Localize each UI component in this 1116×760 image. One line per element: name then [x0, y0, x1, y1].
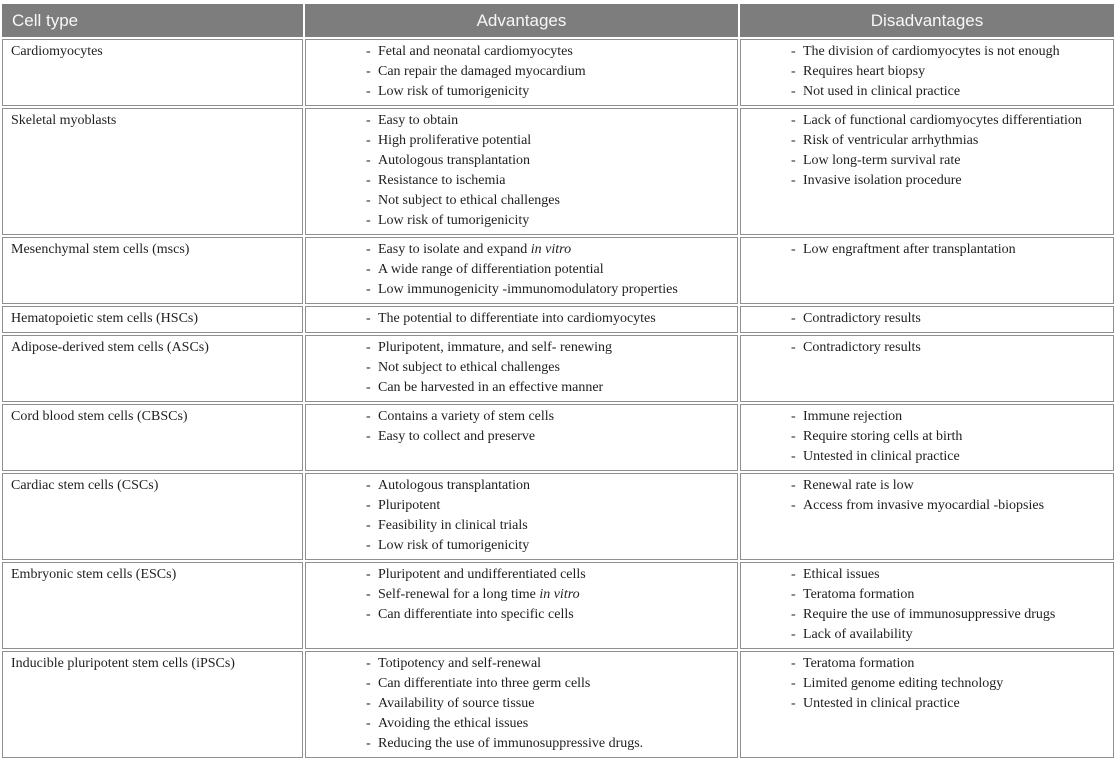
list-item	[366, 131, 731, 151]
item-text: Can repair the damaged myocardium	[378, 64, 586, 79]
item-text: Feasibility in clinical trials	[378, 518, 528, 533]
item-text: Untested in clinical practice	[803, 696, 960, 711]
list-item	[366, 111, 731, 131]
bullet-dash: -	[366, 696, 371, 711]
disadvantages-cell	[740, 404, 1114, 471]
bullet-dash: -	[366, 676, 371, 691]
table-row	[2, 562, 1114, 649]
bullet-dash: -	[366, 193, 371, 208]
item-text: Lack of functional cardiomyocytes differentiation	[803, 113, 1082, 128]
item-text: Low risk of tumorigenicity	[378, 84, 530, 99]
list-item	[791, 131, 1107, 151]
item-text: Limited genome editing technology	[803, 676, 1004, 691]
list-item	[366, 280, 731, 300]
list-item	[791, 496, 1107, 516]
bullet-dash: -	[366, 242, 371, 257]
bullet-dash: -	[791, 676, 796, 691]
list-item	[791, 694, 1107, 714]
cell-type-cell: Adipose-derived stem cells (ASCs)	[2, 335, 303, 402]
advantages-cell	[305, 562, 738, 649]
cell-type-cell: Inducible pluripotent stem cells (iPSCs)	[2, 651, 303, 758]
bullet-dash: -	[366, 518, 371, 533]
bullet-dash: -	[366, 262, 371, 277]
list-item	[366, 151, 731, 171]
cell-types-table	[0, 2, 1116, 760]
disadvantages-cell	[740, 39, 1114, 106]
cell-type-cell: Hematopoietic stem cells (HSCs)	[2, 306, 303, 333]
advantages-cell	[305, 237, 738, 304]
disadvantages-cell	[740, 306, 1114, 333]
list-item	[366, 211, 731, 231]
list-item	[791, 565, 1107, 585]
item-text: Not subject to ethical challenges	[378, 360, 560, 375]
advantages-cell	[305, 306, 738, 333]
item-text: Require the use of immunosuppressive drugs	[803, 607, 1056, 622]
list-item	[791, 82, 1107, 102]
list-item	[791, 111, 1107, 131]
list-item	[791, 407, 1107, 427]
cell-type-cell: Cardiomyocytes	[2, 39, 303, 106]
list-item	[791, 654, 1107, 674]
bullet-dash: -	[366, 44, 371, 59]
list-item	[366, 605, 731, 625]
disadvantages-cell	[740, 562, 1114, 649]
list-item	[366, 42, 731, 62]
item-text: Easy to isolate and expand in vitro	[378, 242, 572, 257]
cell-type-cell: Cord blood stem cells (CBSCs)	[2, 404, 303, 471]
bullet-dash: -	[366, 133, 371, 148]
list-item	[366, 476, 731, 496]
list-item	[366, 260, 731, 280]
bullet-dash: -	[791, 153, 796, 168]
item-text: Easy to collect and preserve	[378, 429, 536, 444]
item-text: High proliferative potential	[378, 133, 532, 148]
item-text: Can be harvested in an effective manner	[378, 380, 604, 395]
list-item	[791, 585, 1107, 605]
item-text: Immune rejection	[803, 409, 903, 424]
list-item	[366, 407, 731, 427]
item-text: The division of cardiomyocytes is not enough	[803, 44, 1060, 59]
bullet-dash: -	[366, 656, 371, 671]
item-text: Pluripotent	[378, 498, 441, 513]
item-text: The potential to differentiate into cardiomyocytes	[378, 311, 656, 326]
bullet-dash: -	[366, 498, 371, 513]
bullet-dash: -	[791, 133, 796, 148]
list-item	[791, 151, 1107, 171]
table-row	[2, 306, 1114, 333]
disadvantages-cell	[740, 335, 1114, 402]
list-item	[366, 427, 731, 447]
item-text: Easy to obtain	[378, 113, 459, 128]
item-text: Requires heart biopsy	[803, 64, 926, 79]
table-row	[2, 237, 1114, 304]
list-item	[791, 240, 1107, 260]
item-text: Ethical issues	[803, 567, 880, 582]
item-text: Avoiding the ethical issues	[378, 716, 529, 731]
item-text: Not subject to ethical challenges	[378, 193, 560, 208]
list-item	[366, 378, 731, 398]
table-row	[2, 473, 1114, 560]
bullet-dash: -	[366, 478, 371, 493]
bullet-dash: -	[366, 409, 371, 424]
disadvantages-cell	[740, 108, 1114, 235]
list-item	[791, 338, 1107, 358]
cell-type-cell: Embryonic stem cells (ESCs)	[2, 562, 303, 649]
disadvantages-cell	[740, 651, 1114, 758]
list-item	[791, 309, 1107, 329]
list-item	[366, 694, 731, 714]
bullet-dash: -	[366, 380, 371, 395]
list-item	[366, 309, 731, 329]
item-text: Low risk of tumorigenicity	[378, 538, 530, 553]
header-row	[2, 4, 1114, 37]
bullet-dash: -	[366, 607, 371, 622]
advantages-cell	[305, 473, 738, 560]
bullet-dash: -	[366, 360, 371, 375]
bullet-dash: -	[791, 44, 796, 59]
item-text: Require storing cells at birth	[803, 429, 963, 444]
bullet-dash: -	[791, 587, 796, 602]
item-text: Pluripotent and undifferentiated cells	[378, 567, 586, 582]
item-text: Can differentiate into three germ cells	[378, 676, 591, 691]
item-text: Risk of ventricular arrhythmias	[803, 133, 979, 148]
list-item	[791, 605, 1107, 625]
list-item	[366, 674, 731, 694]
bullet-dash: -	[366, 311, 371, 326]
bullet-dash: -	[791, 311, 796, 326]
bullet-dash: -	[791, 242, 796, 257]
header-cell-type: Cell type	[2, 4, 303, 37]
cell-type-cell: Mesenchymal stem cells (mscs)	[2, 237, 303, 304]
bullet-dash: -	[791, 696, 796, 711]
bullet-dash: -	[791, 627, 796, 642]
bullet-dash: -	[366, 340, 371, 355]
item-text: Self-renewal for a long time in vitro	[378, 587, 580, 602]
list-item	[791, 62, 1107, 82]
list-item	[366, 62, 731, 82]
table-body	[2, 39, 1114, 758]
list-item	[791, 674, 1107, 694]
list-item	[366, 565, 731, 585]
bullet-dash: -	[366, 429, 371, 444]
item-text: Low immunogenicity -immunomodulatory properties	[378, 282, 678, 297]
list-item	[366, 516, 731, 536]
bullet-dash: -	[791, 113, 796, 128]
bullet-dash: -	[791, 173, 796, 188]
item-text: Lack of availability	[803, 627, 913, 642]
bullet-dash: -	[366, 213, 371, 228]
item-text: Autologous transplantation	[378, 478, 531, 493]
bullet-dash: -	[791, 478, 796, 493]
bullet-dash: -	[791, 567, 796, 582]
cell-type-cell: Skeletal myoblasts	[2, 108, 303, 235]
bullet-dash: -	[366, 538, 371, 553]
item-text: Invasive isolation procedure	[803, 173, 962, 188]
item-text: Not used in clinical practice	[803, 84, 961, 99]
list-item	[366, 338, 731, 358]
bullet-dash: -	[366, 113, 371, 128]
bullet-dash: -	[791, 656, 796, 671]
item-text: Pluripotent, immature, and self- renewing	[378, 340, 613, 355]
list-item	[366, 191, 731, 211]
item-text: Renewal rate is low	[803, 478, 914, 493]
item-text: Resistance to ischemia	[378, 173, 506, 188]
list-item	[791, 427, 1107, 447]
list-item	[366, 714, 731, 734]
table-row	[2, 335, 1114, 402]
bullet-dash: -	[791, 340, 796, 355]
advantages-cell	[305, 39, 738, 106]
list-item	[366, 536, 731, 556]
item-text: Fetal and neonatal cardiomyocytes	[378, 44, 573, 59]
item-text: Low risk of tumorigenicity	[378, 213, 530, 228]
advantages-cell	[305, 651, 738, 758]
list-item	[791, 171, 1107, 191]
item-text: Untested in clinical practice	[803, 449, 960, 464]
bullet-dash: -	[366, 587, 371, 602]
list-item	[366, 240, 731, 260]
bullet-dash: -	[366, 64, 371, 79]
list-item	[791, 447, 1107, 467]
list-item	[366, 585, 731, 605]
advantages-cell	[305, 108, 738, 235]
item-text: Reducing the use of immunosuppressive drugs.	[378, 736, 644, 751]
list-item	[791, 625, 1107, 645]
list-item	[366, 654, 731, 674]
list-item	[366, 358, 731, 378]
item-text: Low engraftment after transplantation	[803, 242, 1016, 257]
advantages-cell	[305, 335, 738, 402]
item-text: A wide range of differentiation potential	[378, 262, 604, 277]
bullet-dash: -	[791, 84, 796, 99]
cell-type-cell: Cardiac stem cells (CSCs)	[2, 473, 303, 560]
item-text: Contains a variety of stem cells	[378, 409, 555, 424]
item-text: Can differentiate into specific cells	[378, 607, 574, 622]
item-text: Totipotency and self-renewal	[378, 656, 542, 671]
bullet-dash: -	[791, 449, 796, 464]
header-advantages: Advantages	[305, 4, 738, 37]
table-row	[2, 39, 1114, 106]
list-item	[791, 476, 1107, 496]
bullet-dash: -	[791, 498, 796, 513]
bullet-dash: -	[791, 409, 796, 424]
bullet-dash: -	[366, 84, 371, 99]
bullet-dash: -	[791, 607, 796, 622]
bullet-dash: -	[791, 429, 796, 444]
list-item	[366, 496, 731, 516]
bullet-dash: -	[366, 173, 371, 188]
table-row	[2, 404, 1114, 471]
table-row	[2, 108, 1114, 235]
item-text: Autologous transplantation	[378, 153, 531, 168]
list-item	[366, 171, 731, 191]
list-item	[366, 82, 731, 102]
item-text: Contradictory results	[803, 311, 921, 326]
table-row	[2, 651, 1114, 758]
bullet-dash: -	[366, 716, 371, 731]
bullet-dash: -	[366, 153, 371, 168]
advantages-cell	[305, 404, 738, 471]
bullet-dash: -	[366, 567, 371, 582]
disadvantages-cell	[740, 473, 1114, 560]
bullet-dash: -	[366, 282, 371, 297]
item-text: Teratoma formation	[803, 587, 915, 602]
item-text: Contradictory results	[803, 340, 921, 355]
item-text: Low long-term survival rate	[803, 153, 961, 168]
item-text: Availability of source tissue	[378, 696, 535, 711]
bullet-dash: -	[366, 736, 371, 751]
list-item	[366, 734, 731, 754]
list-item	[791, 42, 1107, 62]
disadvantages-cell	[740, 237, 1114, 304]
item-text: Access from invasive myocardial -biopsies	[803, 498, 1045, 513]
header-disadvantages: Disadvantages	[740, 4, 1114, 37]
bullet-dash: -	[791, 64, 796, 79]
item-text: Teratoma formation	[803, 656, 915, 671]
